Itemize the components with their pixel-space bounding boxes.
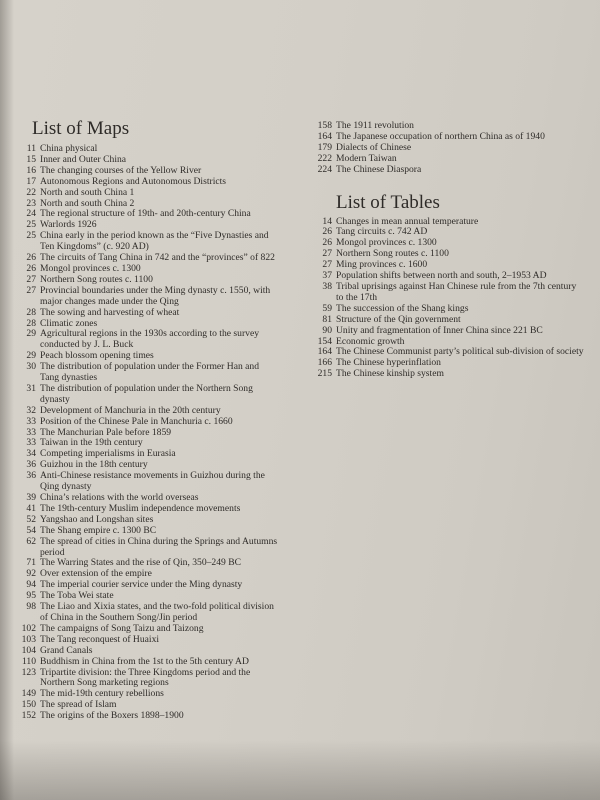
entry-title: North and south China 1 xyxy=(40,186,135,198)
page-number: 24 xyxy=(26,208,36,220)
entry-title: Peach blossom opening times xyxy=(40,350,154,362)
list-entry xyxy=(18,657,280,668)
page-number: 31 xyxy=(26,382,36,394)
entry-title: The spread of Islam xyxy=(40,699,117,711)
entry-title: The campaigns of Song Taizu and Taizong xyxy=(40,622,204,634)
page-number: 98 xyxy=(26,601,36,613)
page-number: 33 xyxy=(26,437,36,449)
page-number: 215 xyxy=(317,368,332,380)
entry-title: The Chinese kinship system xyxy=(336,368,444,380)
entry-title: China’s relations with the world overseas xyxy=(40,492,199,503)
entry-title: Dialects of Chinese xyxy=(336,141,412,153)
page-number: 17 xyxy=(26,175,36,187)
page-number: 104 xyxy=(21,644,36,656)
page-number: 32 xyxy=(26,404,36,416)
entry-title: Position of the Chinese Pale in Manchuria c. 1660 xyxy=(40,415,233,427)
page-number: 28 xyxy=(26,317,36,329)
entry-title: The distribution of population under the Former Han and Tang dynasties xyxy=(40,361,260,384)
entry-title: The distribution of population under the Northern Song dynasty xyxy=(40,382,253,405)
entry-title: Competing imperialisms in Eurasia xyxy=(40,448,176,460)
page-number: 62 xyxy=(26,535,36,547)
entry-title: The sowing and harvesting of wheat xyxy=(40,306,180,318)
entry-title: Modern Taiwan xyxy=(336,152,397,164)
page-number: 164 xyxy=(317,130,332,142)
page-number: 158 xyxy=(317,120,332,131)
page-number: 222 xyxy=(317,152,332,164)
entry-title: The Shang empire c. 1300 BC xyxy=(40,524,157,536)
page-number: 54 xyxy=(26,524,36,536)
entry-title: The origins of the Boxers 1898–1900 xyxy=(40,710,184,722)
page-number: 224 xyxy=(317,163,332,175)
page-number: 23 xyxy=(26,197,36,209)
page-number: 150 xyxy=(21,699,36,711)
entry-title: The circuits of Tang China in 742 and the “provinces” of 822 xyxy=(40,252,275,264)
entry-title: Mongol provinces c. 1300 xyxy=(40,262,141,274)
entry-title: The Toba Wei state xyxy=(40,590,114,602)
entry-title: Over extension of the empire xyxy=(40,568,152,580)
entry-title: The spread of cities in China during the Springs and Autumns period xyxy=(40,535,278,558)
page-number: 16 xyxy=(26,164,36,176)
entry-title: Changes in mean annual temperature xyxy=(336,215,479,227)
entry-title: Provincial boundaries under the Ming dynasty c. 1550, with major changes made under the Qing xyxy=(40,284,271,307)
entry-title: Mongol provinces c. 1300 xyxy=(336,237,437,249)
entry-title: The Chinese Communist party’s political sub-division of society xyxy=(336,346,584,358)
right-column xyxy=(314,121,584,380)
page-number: 25 xyxy=(26,230,36,242)
entry-title: Anti-Chinese resistance movements in Guizhou during the Qing dynasty xyxy=(40,470,265,493)
entry-title: China physical xyxy=(40,143,98,154)
page-number: 95 xyxy=(26,590,36,602)
page-number: 33 xyxy=(26,426,36,438)
list-entry xyxy=(18,417,280,428)
page-number: 14 xyxy=(322,215,332,227)
page-number: 123 xyxy=(21,666,36,678)
list-entry xyxy=(18,711,280,722)
entry-title: Agricultural regions in the 1930s according to the survey conducted by J. L. Buck xyxy=(40,328,260,351)
page-number: 179 xyxy=(317,141,332,153)
page-number: 36 xyxy=(26,459,36,471)
page-number: 37 xyxy=(322,270,332,282)
list-entry xyxy=(18,308,280,319)
entry-title: The changing courses of the Yellow River xyxy=(40,164,202,176)
page-number: 27 xyxy=(322,248,332,260)
list-entry xyxy=(18,384,280,406)
page-number: 33 xyxy=(26,415,36,427)
entry-title: The 19th-century Muslim independence movements xyxy=(40,502,241,514)
list-entry xyxy=(18,668,280,690)
page-number: 149 xyxy=(21,688,36,700)
page-number: 26 xyxy=(322,237,332,249)
entry-title: The mid-19th century rebellions xyxy=(40,688,164,700)
page-number: 71 xyxy=(26,557,36,569)
page-number: 39 xyxy=(26,492,36,503)
page-number: 154 xyxy=(317,335,332,347)
page-number: 152 xyxy=(21,710,36,722)
entry-title: Buddhism in China from the 1st to the 5th century AD xyxy=(40,655,249,667)
entry-title: Economic growth xyxy=(336,335,405,347)
list-entry xyxy=(314,165,584,176)
entry-title: Tribal uprisings against Han Chinese rule from the 7th century to the 17th xyxy=(336,280,577,303)
page-number: 15 xyxy=(26,153,36,165)
entry-title: The Manchurian Pale before 1859 xyxy=(40,426,172,438)
entry-title: North and south China 2 xyxy=(40,197,135,209)
page-number: 103 xyxy=(21,633,36,645)
list-entry xyxy=(18,526,280,537)
entry-title: Population shifts between north and south, 2–1953 AD xyxy=(336,270,547,282)
entry-title: Autonomous Regions and Autonomous Districts xyxy=(40,175,227,187)
entry-title: The regional structure of 19th- and 20th-century China xyxy=(40,208,251,220)
entry-title: Development of Manchuria in the 20th century xyxy=(40,404,221,416)
list-entry xyxy=(314,154,584,165)
entry-title: China early in the period known as the “Five Dynasties and Ten Kingdoms” (c. 920 AD) xyxy=(40,230,269,253)
list-entry xyxy=(18,188,280,199)
page-number: 34 xyxy=(26,448,36,460)
list-entry xyxy=(18,286,280,308)
maps-column xyxy=(18,118,280,722)
page-number: 52 xyxy=(26,513,36,525)
entry-title: Climatic zones xyxy=(40,317,98,329)
list-entry xyxy=(314,282,584,304)
entry-title: The succession of the Shang kings xyxy=(336,302,469,314)
page-number: 22 xyxy=(26,186,36,198)
entry-title: Taiwan in the 19th century xyxy=(40,437,143,449)
maps-list-continued xyxy=(314,121,584,176)
list-entry xyxy=(18,231,280,253)
entry-title: The 1911 revolution xyxy=(336,120,414,131)
entry-title: The Tang reconquest of Huaixi xyxy=(40,633,160,645)
entry-title: Inner and Outer China xyxy=(40,153,127,165)
page-number: 29 xyxy=(26,350,36,362)
list-entry xyxy=(18,177,280,188)
page-number: 11 xyxy=(26,143,36,154)
page-number: 166 xyxy=(317,357,332,369)
page-number: 59 xyxy=(322,302,332,314)
page-number: 102 xyxy=(21,622,36,634)
page-number: 30 xyxy=(26,361,36,373)
list-entry xyxy=(314,369,584,380)
entry-title: Northern Song routes c. 1100 xyxy=(40,273,153,285)
entry-title: Northern Song routes c. 1100 xyxy=(336,248,449,260)
entry-title: Grand Canals xyxy=(40,644,93,656)
entry-title: The Warring States and the rise of Qin, 350–249 BC xyxy=(40,557,242,569)
maps-heading: List of Maps xyxy=(32,118,130,139)
list-entry xyxy=(314,326,584,337)
page-number: 41 xyxy=(26,502,36,514)
list-entry xyxy=(18,537,280,559)
page-number: 29 xyxy=(26,328,36,340)
page-number: 28 xyxy=(26,306,36,318)
page-shadow xyxy=(0,740,600,800)
page-number: 26 xyxy=(322,226,332,238)
page-number: 27 xyxy=(26,284,36,296)
list-entry xyxy=(314,315,584,326)
list-entry xyxy=(18,329,280,351)
list-entry xyxy=(18,602,280,624)
entry-title: Tripartite division: the Three Kingdoms period and the Northern Song marketing regions xyxy=(40,666,251,689)
entry-title: Tang circuits c. 742 AD xyxy=(336,226,428,238)
entry-title: The imperial courier service under the Ming dynasty xyxy=(40,579,243,591)
entry-title: Warlords 1926 xyxy=(40,219,97,231)
binding-shadow xyxy=(0,0,14,800)
page-number: 94 xyxy=(26,579,36,591)
page-number: 25 xyxy=(26,219,36,231)
page-number: 26 xyxy=(26,252,36,264)
list-entry xyxy=(18,471,280,493)
entry-title: The Liao and Xixia states, and the two-fold political division of China in the Southern Song/Jin period xyxy=(40,601,274,623)
page-number: 26 xyxy=(26,262,36,274)
tables-heading: List of Tables xyxy=(336,191,440,213)
page-number: 81 xyxy=(322,313,332,325)
tables-list xyxy=(314,217,584,381)
entry-title: Structure of the Qin government xyxy=(336,313,461,325)
page-number: 92 xyxy=(26,568,36,580)
list-entry xyxy=(18,362,280,384)
page-number: 27 xyxy=(26,273,36,285)
entry-title: Ming provinces c. 1600 xyxy=(336,259,428,271)
entry-title: Guizhou in the 18th century xyxy=(40,459,148,471)
maps-list xyxy=(18,144,280,722)
entry-title: The Chinese Diaspora xyxy=(336,163,422,175)
entry-title: Yangshao and Longshan sites xyxy=(40,513,154,525)
page-number: 38 xyxy=(322,280,332,292)
entry-title: The Japanese occupation of northern China as of 1940 xyxy=(336,130,545,142)
entry-title: Unity and fragmentation of Inner China since 221 BC xyxy=(336,324,543,336)
page-number: 110 xyxy=(21,655,36,667)
page-number: 90 xyxy=(322,324,332,336)
page-number: 36 xyxy=(26,470,36,482)
entry-title: The Chinese hyperinflation xyxy=(336,357,441,369)
page-number: 164 xyxy=(317,346,332,358)
page-number: 27 xyxy=(322,259,332,271)
list-entry xyxy=(18,646,280,657)
